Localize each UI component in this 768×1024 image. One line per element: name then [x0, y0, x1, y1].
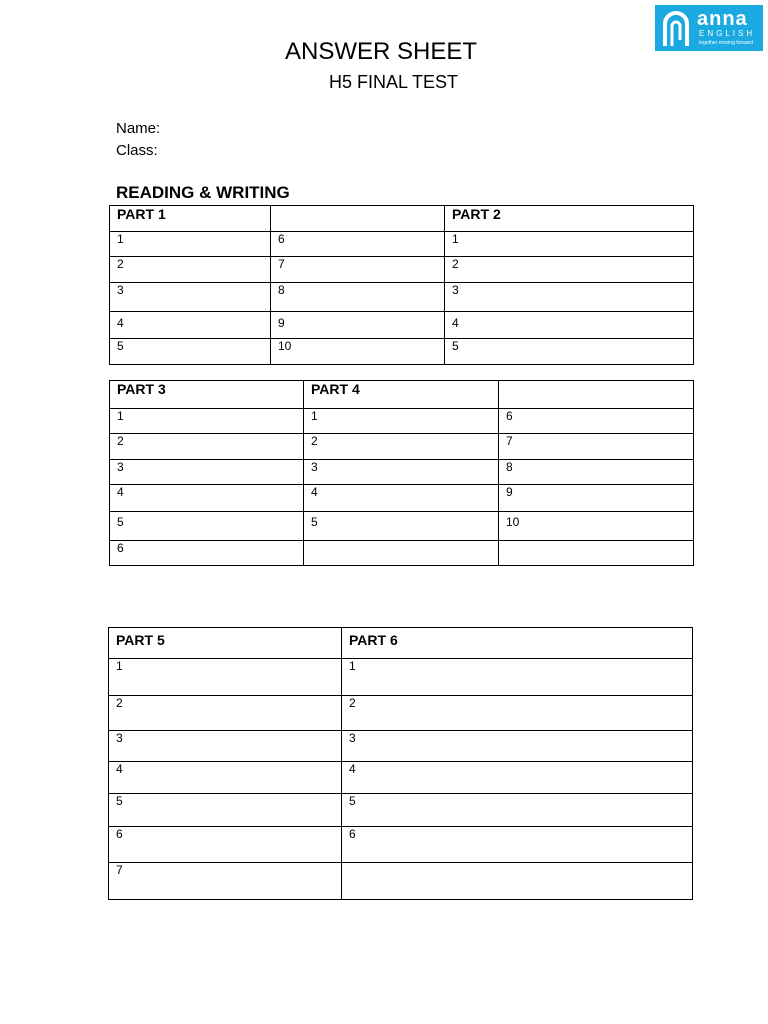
- table-header: PART 1: [110, 206, 271, 232]
- table-row: [109, 659, 693, 696]
- name-label: Name:: [116, 120, 161, 137]
- answer-cell[interactable]: 4: [110, 485, 304, 512]
- answer-cell[interactable]: 2: [109, 696, 342, 731]
- table-row: [109, 731, 693, 762]
- answer-cell[interactable]: 3: [445, 283, 694, 312]
- answer-cell[interactable]: 6: [499, 409, 694, 434]
- answer-cell[interactable]: 2: [342, 696, 693, 731]
- answer-cell[interactable]: 4: [109, 762, 342, 794]
- answer-cell[interactable]: 3: [109, 731, 342, 762]
- answer-cell[interactable]: 9: [499, 485, 694, 512]
- answer-table-part3-4: [109, 380, 694, 566]
- answer-cell[interactable]: 5: [109, 794, 342, 827]
- table-row: [110, 339, 694, 365]
- answer-cell[interactable]: 1: [110, 409, 304, 434]
- table-row: [110, 434, 694, 460]
- answer-cell[interactable]: 5: [342, 794, 693, 827]
- answer-cell[interactable]: 3: [342, 731, 693, 762]
- table-row: [110, 541, 694, 566]
- table-row: [110, 485, 694, 512]
- table-header: PART 6: [342, 628, 693, 659]
- answer-cell[interactable]: 3: [304, 460, 499, 485]
- answer-cell[interactable]: 1: [109, 659, 342, 696]
- answer-cell[interactable]: 1: [304, 409, 499, 434]
- answer-cell[interactable]: 5: [110, 512, 304, 541]
- answer-cell[interactable]: 2: [110, 434, 304, 460]
- answer-cell[interactable]: 7: [499, 434, 694, 460]
- answer-cell[interactable]: 6: [110, 541, 304, 566]
- answer-cell[interactable]: 2: [445, 257, 694, 283]
- answer-cell[interactable]: 1: [110, 232, 271, 257]
- table-row: [110, 257, 694, 283]
- answer-cell[interactable]: 8: [271, 283, 445, 312]
- answer-cell[interactable]: 4: [445, 312, 694, 339]
- table-header: PART 2: [445, 206, 694, 232]
- table-header: PART 5: [109, 628, 342, 659]
- answer-cell[interactable]: [499, 541, 694, 566]
- answer-cell[interactable]: 9: [271, 312, 445, 339]
- table-row: [110, 512, 694, 541]
- answer-cell[interactable]: 5: [445, 339, 694, 365]
- table-row: [109, 794, 693, 827]
- table-row: [109, 863, 693, 900]
- logo-tagline: together moving forward: [699, 40, 753, 46]
- answer-cell[interactable]: [304, 541, 499, 566]
- answer-cell[interactable]: 3: [110, 283, 271, 312]
- table-row: [109, 696, 693, 731]
- table-row: [110, 409, 694, 434]
- answer-cell[interactable]: [342, 863, 693, 900]
- answer-cell[interactable]: 10: [271, 339, 445, 365]
- answer-cell[interactable]: 5: [110, 339, 271, 365]
- answer-cell[interactable]: 2: [110, 257, 271, 283]
- answer-cell[interactable]: 2: [304, 434, 499, 460]
- answer-cell[interactable]: 8: [499, 460, 694, 485]
- anna-english-logo: [655, 5, 763, 51]
- answer-cell[interactable]: 4: [342, 762, 693, 794]
- answer-cell[interactable]: 10: [499, 512, 694, 541]
- table-row: [110, 283, 694, 312]
- answer-cell[interactable]: 6: [342, 827, 693, 863]
- page-title: ANSWER SHEET: [285, 38, 478, 65]
- answer-cell[interactable]: 6: [271, 232, 445, 257]
- logo-word: anna: [697, 8, 748, 30]
- logo-mark-icon: [661, 10, 691, 46]
- answer-cell[interactable]: 3: [110, 460, 304, 485]
- answer-cell[interactable]: 5: [304, 512, 499, 541]
- answer-cell[interactable]: 4: [110, 312, 271, 339]
- table-row: [110, 232, 694, 257]
- table-header: [499, 381, 694, 409]
- answer-cell[interactable]: 1: [445, 232, 694, 257]
- table-header: [271, 206, 445, 232]
- class-label: Class:: [116, 142, 158, 159]
- table-header: PART 4: [304, 381, 499, 409]
- table-header: PART 3: [110, 381, 304, 409]
- answer-table-part5-6: [108, 627, 693, 900]
- answer-cell[interactable]: 7: [109, 863, 342, 900]
- answer-table-part1-2: [109, 205, 694, 365]
- answer-cell[interactable]: 1: [342, 659, 693, 696]
- table-row: [109, 762, 693, 794]
- answer-cell[interactable]: 4: [304, 485, 499, 512]
- table-row: [110, 460, 694, 485]
- section-title: READING & WRITING: [116, 183, 290, 202]
- answer-cell[interactable]: 6: [109, 827, 342, 863]
- table-row: [110, 312, 694, 339]
- answer-cell[interactable]: 7: [271, 257, 445, 283]
- page-subtitle: H5 FINAL TEST: [329, 72, 459, 92]
- table-row: [109, 827, 693, 863]
- logo-subtitle: ENGLISH: [699, 29, 756, 38]
